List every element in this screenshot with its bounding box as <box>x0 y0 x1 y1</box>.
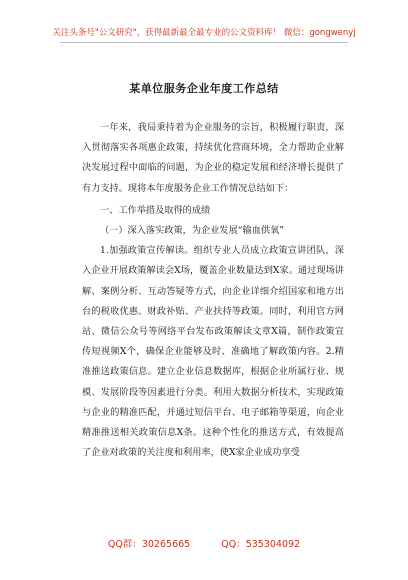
header-banner: 关注头条号"公文研究"，获得最新最全最专业的公文资料库！ 微信：gongwenyj <box>52 28 356 38</box>
document-body <box>82 118 344 463</box>
footer-qq-group: QQ群：30265665 <box>107 539 191 550</box>
intro-paragraph: 一年来，我局秉持着为企业服务的宗旨，积极履行职责，深入贯彻落实各项惠企政策，持续优化营商环境，全力帮助企业解决发展过程中面临的问题，为企业的稳定发展和经济增长提供了有力支持。现将本年度服务企业工作情况总结如下： <box>82 122 344 194</box>
subsection-heading: （一）深入落实政策，为企业发展“输血供氧” <box>100 225 284 237</box>
header-divider <box>60 42 348 43</box>
footer-qq: QQ：535304092 <box>221 539 301 550</box>
body-paragraph: 1.加强政策宣传解读。组织专业人员成立政策宣讲团队，深入企业开展政策解读会X场，覆盖企业数量达到X家。通过现场讲解、案例分析、互动答疑等方式，向企业详细介绍国家和地方出台的税收优惠、财政补贴、产业扶持等政策。同时，利用官方网站、微信公众号等网络平台发布政策解读文章X篇，制作政策宣传短视频X个，确保企业能够及时、准确地了解政策内容。2.精准推送政策信息。建立企业信息数据库，根据企业所属行业、规模、发展阶段等因素进行分类。利用大数据分析技术，实现政策与企业的精准匹配，并通过短信平台、电子邮箱等渠道，向企业精准推送相关政策信息X条。这种个性化的推送方式，有效提高了企业对政策的关注度和利用率，使X家企业成功享受 <box>82 245 344 459</box>
document-title: 某单位服务企业年度工作总结 <box>129 82 279 95</box>
footer-contact <box>0 536 408 550</box>
section-heading: 一、工作举措及取得的成绩 <box>100 204 211 216</box>
